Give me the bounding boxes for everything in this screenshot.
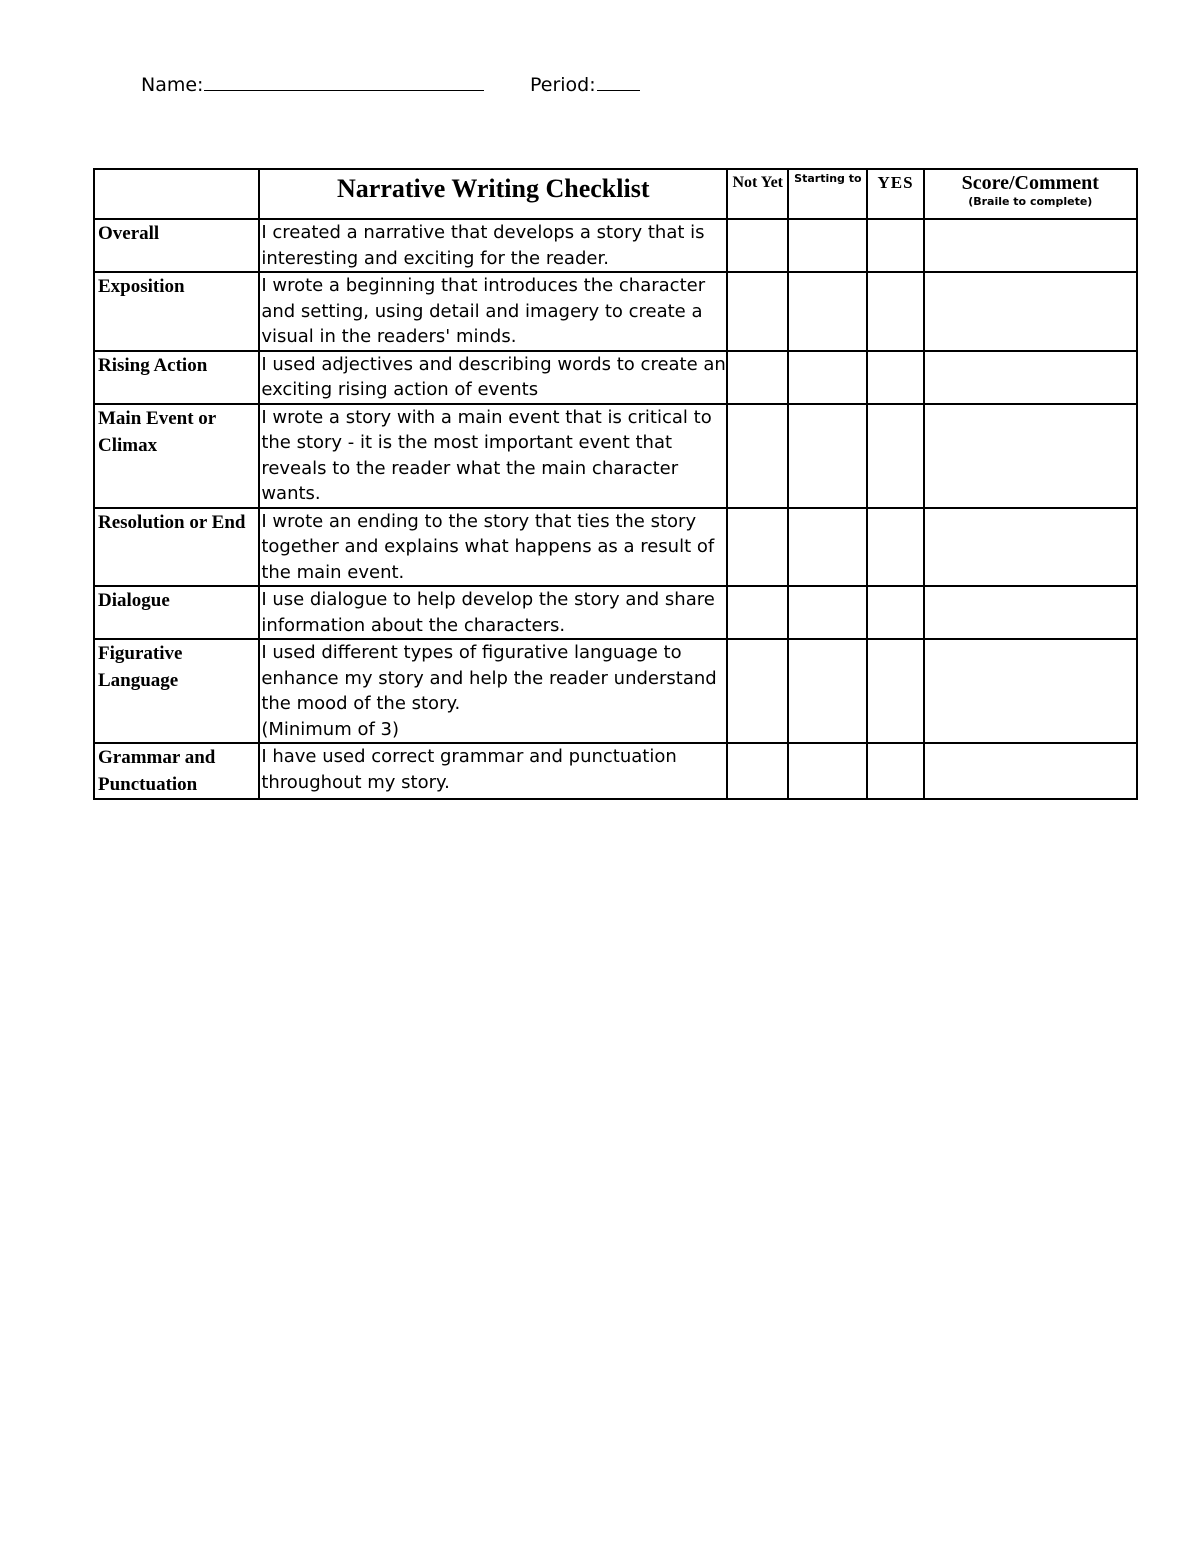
row-description: I used different types of figurative language to enhance my story and help the reader understand the mood of the story. (Minimum of 3) [259,639,727,743]
score-comment-cell[interactable] [924,219,1137,272]
row-category: Rising Action [94,351,259,404]
starting-to-cell[interactable] [788,219,867,272]
not-yet-cell[interactable] [727,743,788,799]
yes-cell[interactable] [867,508,923,587]
row-description: I created a narrative that develops a story that is interesting and exciting for the reader. [259,219,727,272]
row-category: Figurative Language [94,639,259,743]
row-description: I used adjectives and describing words to create an exciting rising action of events [259,351,727,404]
row-category: Main Event or Climax [94,404,259,508]
checklist-row [94,508,1137,587]
checklist-table [93,168,1138,800]
row-category: Resolution or End [94,508,259,587]
checklist-row [94,639,1137,743]
yes-cell[interactable] [867,351,923,404]
checklist-title: Narrative Writing Checklist [259,169,727,219]
not-yet-cell[interactable] [727,404,788,508]
period-label: Period: [530,74,596,96]
starting-to-cell[interactable] [788,351,867,404]
not-yet-cell[interactable] [727,219,788,272]
not-yet-cell[interactable] [727,272,788,351]
col-header-starting-to: Starting to [788,169,867,219]
score-comment-label: Score/Comment [961,172,1099,194]
checklist-row [94,351,1137,404]
col-header-not-yet: Not Yet [727,169,788,219]
name-label: Name: [141,74,204,96]
yes-cell[interactable] [867,639,923,743]
yes-cell[interactable] [867,404,923,508]
col-header-yes: YES [867,169,923,219]
starting-to-cell[interactable] [788,743,867,799]
score-comment-cell[interactable] [924,351,1137,404]
checklist-row [94,743,1137,799]
starting-to-cell[interactable] [788,639,867,743]
yes-cell[interactable] [867,586,923,639]
yes-cell[interactable] [867,219,923,272]
header-empty-cell [94,169,259,219]
row-category: Grammar and Punctuation [94,743,259,799]
not-yet-cell[interactable] [727,508,788,587]
starting-to-cell[interactable] [788,508,867,587]
score-comment-cell[interactable] [924,508,1137,587]
row-description: I use dialogue to help develop the story and share information about the characters. [259,586,727,639]
checklist-row [94,404,1137,508]
row-description: I have used correct grammar and punctuation throughout my story. [259,743,727,799]
yes-cell[interactable] [867,272,923,351]
header-row [94,169,1137,219]
period-field [530,70,640,100]
not-yet-cell[interactable] [727,351,788,404]
not-yet-cell[interactable] [727,586,788,639]
score-comment-sublabel: (Braile to complete) [968,195,1093,208]
starting-to-cell[interactable] [788,272,867,351]
row-category: Exposition [94,272,259,351]
col-header-score-comment [924,169,1137,219]
row-description: I wrote a beginning that introduces the character and setting, using detail and imagery to create a visual in the readers' minds. [259,272,727,351]
score-comment-cell[interactable] [924,639,1137,743]
period-blank-line [597,70,640,91]
row-category: Overall [94,219,259,272]
checklist-row [94,272,1137,351]
score-comment-cell[interactable] [924,586,1137,639]
not-yet-cell[interactable] [727,639,788,743]
checklist-row [94,219,1137,272]
score-comment-cell[interactable] [924,743,1137,799]
checklist-row [94,586,1137,639]
starting-to-cell[interactable] [788,586,867,639]
name-blank-line [204,70,484,91]
row-description: I wrote a story with a main event that is critical to the story - it is the most important event that reveals to the reader what the main character wants. [259,404,727,508]
yes-cell[interactable] [867,743,923,799]
score-comment-cell[interactable] [924,272,1137,351]
name-field [141,70,484,100]
score-comment-cell[interactable] [924,404,1137,508]
row-category: Dialogue [94,586,259,639]
row-description: I wrote an ending to the story that ties the story together and explains what happens as a result of the main event. [259,508,727,587]
starting-to-cell[interactable] [788,404,867,508]
